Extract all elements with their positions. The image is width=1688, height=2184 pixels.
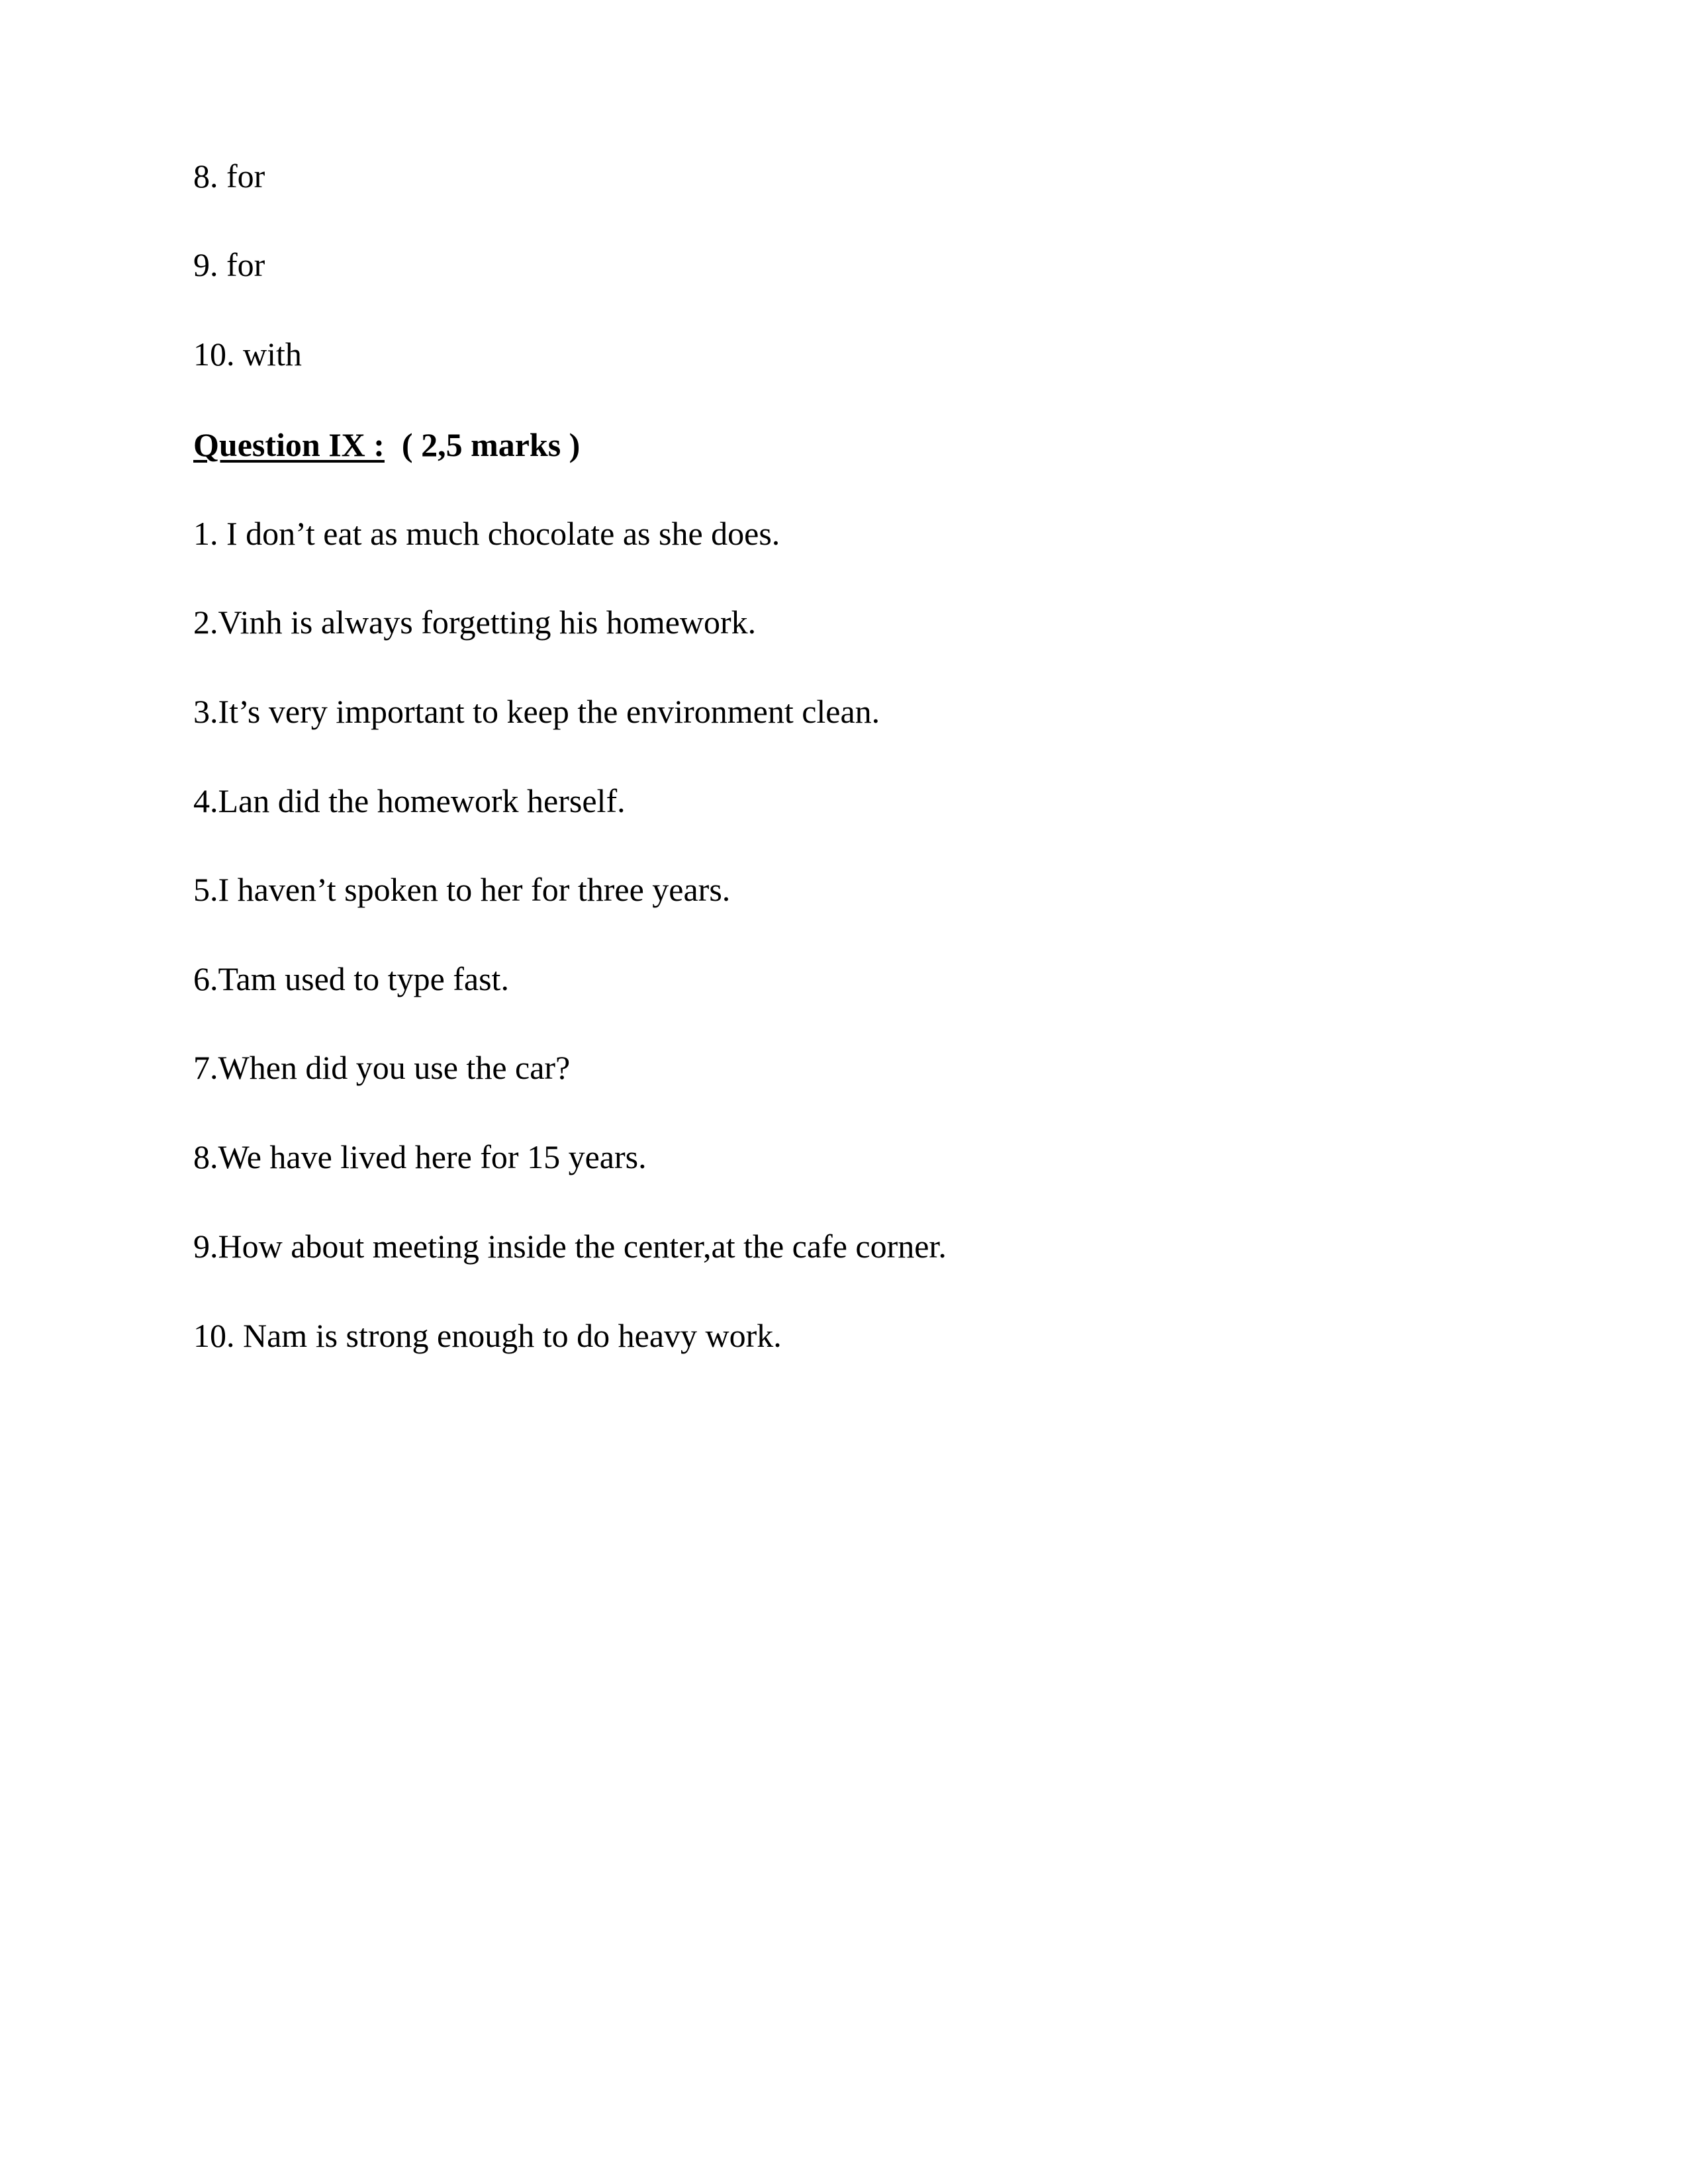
question-label: Question IX : bbox=[193, 426, 385, 463]
answer-9: 9.How about meeting inside the center,at the cafe corner. bbox=[193, 1228, 947, 1265]
answer-1: 1. I don’t eat as much chocolate as she does. bbox=[193, 515, 780, 552]
question-heading bbox=[193, 425, 580, 465]
answer-3: 3.It’s very important to keep the environment clean. bbox=[193, 693, 880, 730]
previous-answer-9: 9. for bbox=[193, 246, 265, 283]
answer-6: 6.Tam used to type fast. bbox=[193, 960, 509, 997]
answer-5: 5.I haven’t spoken to her for three years. bbox=[193, 871, 731, 908]
previous-answer-10: 10. with bbox=[193, 336, 302, 373]
answer-2: 2.Vinh is always forgetting his homework. bbox=[193, 604, 757, 641]
answer-8: 8.We have lived here for 15 years. bbox=[193, 1138, 647, 1175]
answer-10: 10. Nam is strong enough to do heavy work. bbox=[193, 1317, 782, 1354]
question-marks: ( 2,5 marks ) bbox=[401, 426, 581, 463]
answer-7: 7.When did you use the car? bbox=[193, 1049, 571, 1086]
previous-answer-8: 8. for bbox=[193, 158, 265, 195]
answer-4: 4.Lan did the homework herself. bbox=[193, 782, 626, 819]
